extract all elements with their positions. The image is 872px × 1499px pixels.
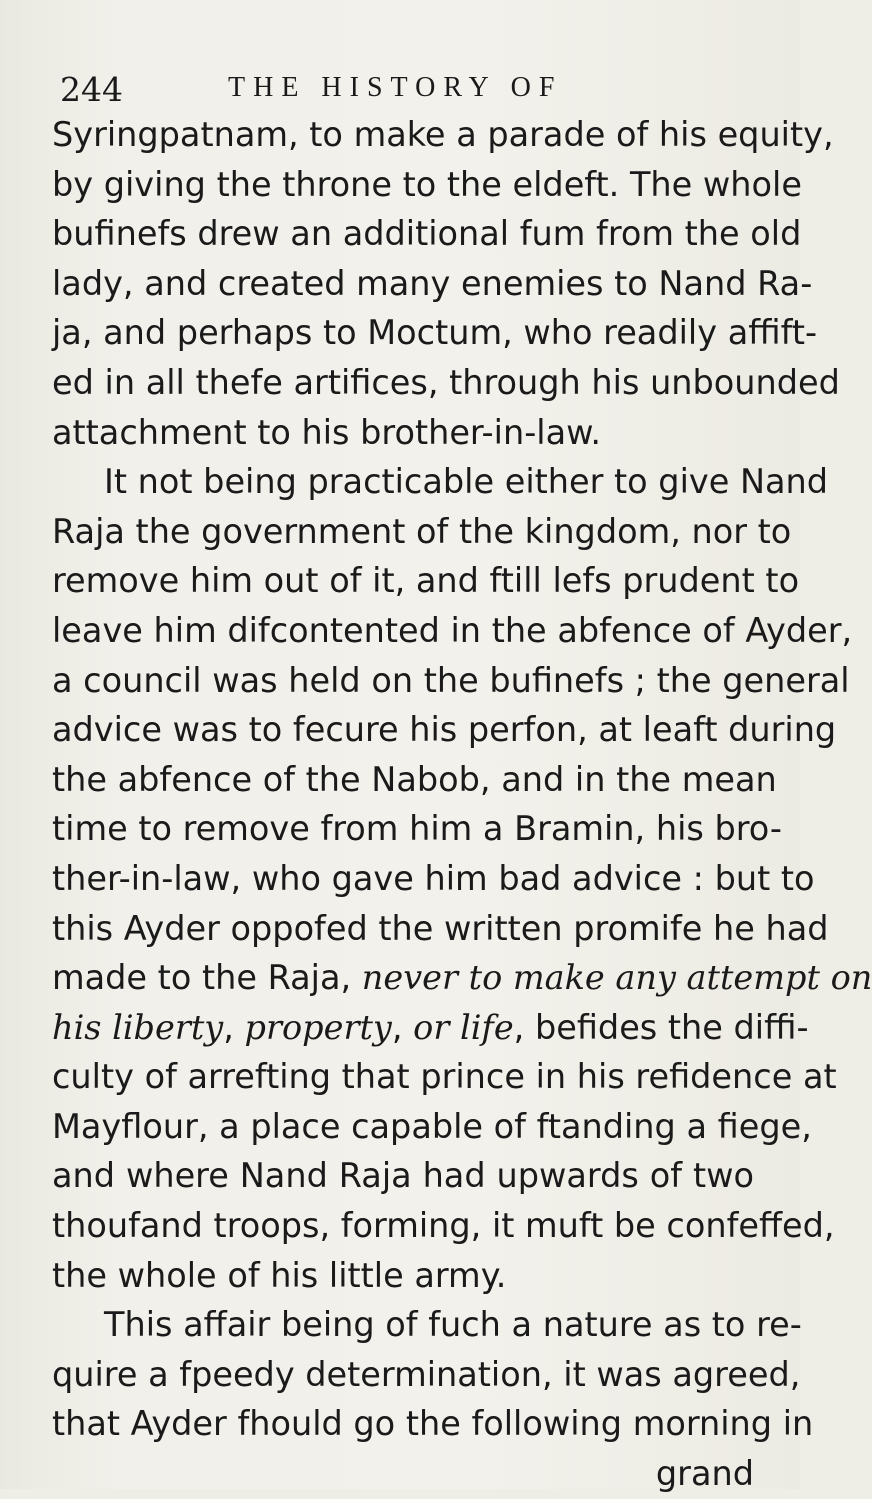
text-line: Syringpatnam, to make a parade of his equity,	[52, 115, 834, 154]
italic-phrase: or life	[413, 1007, 514, 1047]
text-line: advice was to fecure his perfon, at leaft during	[52, 710, 837, 750]
text-line	[52, 1003, 809, 1053]
running-head: THE HISTORY OF	[228, 72, 563, 103]
text-line: attachment to his brother-in-law.	[52, 412, 602, 452]
catchword: grand	[655, 1454, 754, 1494]
text-line: This affair being of fuch a nature as to re-	[104, 1305, 802, 1345]
text-line: the whole of his little army.	[52, 1255, 507, 1295]
italic-phrase: property	[244, 1007, 392, 1047]
text-line: lady, and created many enemies to Nand Ra-	[52, 263, 813, 303]
text-line: a council was held on the bufinefs ; the general	[52, 660, 850, 700]
italic-phrase: never to make any attempt on	[361, 958, 872, 998]
text-line: the abfence of the Nabob, and in the mean	[52, 759, 777, 799]
text-line: this Ayder oppofed the written promife he had	[52, 908, 829, 948]
text-line: quire a fpeedy determination, it was agreed,	[52, 1354, 801, 1394]
text-line: and where Nand Raja had upwards of two	[52, 1156, 754, 1196]
text-line: ja, and perhaps to Moctum, who readily affift-	[52, 313, 818, 353]
text-segment: , befides the diffi-	[513, 1007, 809, 1047]
text-line: leave him difcontented in the abfence of Ayder,	[52, 610, 853, 650]
text-line: thoufand troops, forming, it muft be confeffed,	[52, 1206, 835, 1246]
text-segment: ,	[391, 1007, 414, 1047]
text-line	[52, 953, 872, 1003]
text-line: remove him out of it, and ftill lefs prudent to	[52, 561, 800, 601]
text-segment: made to the Raja,	[52, 958, 362, 998]
text-line: time to remove from him a Bramin, his bro-	[52, 809, 782, 849]
page-number: 244	[60, 70, 123, 109]
text-line: It not being practicable either to give Nand	[104, 462, 829, 502]
page-header	[60, 64, 760, 110]
text-line: that Ayder fhould go the following morning in	[52, 1404, 814, 1444]
body-text	[52, 110, 872, 1499]
text-line: culty of arrefting that prince in his refidence at	[52, 1057, 837, 1097]
text-line: ther-in-law, who gave him bad advice : but to	[52, 858, 815, 898]
italic-phrase: his liberty	[52, 1007, 224, 1047]
text-line: bufinefs drew an additional fum from the old	[52, 214, 802, 254]
text-line: ed in all thefe artifices, through his unbounded	[52, 362, 840, 402]
text-line: by giving the throne to the eldeft. The whole	[52, 164, 802, 204]
text-line: Raja the government of the kingdom, nor to	[52, 511, 792, 551]
text-segment: ,	[223, 1007, 245, 1047]
text-line: Mayflour, a place capable of ftanding a fiege,	[52, 1106, 812, 1146]
